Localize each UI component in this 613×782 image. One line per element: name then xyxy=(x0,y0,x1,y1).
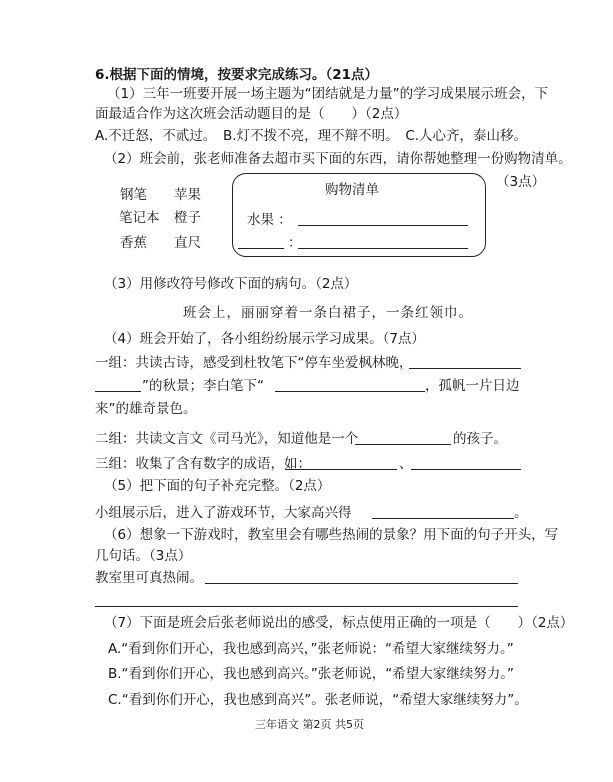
item-pen: 钢笔 xyxy=(120,187,147,203)
q6-5-stem: （5）把下面的句子补充完整。（2点） xyxy=(104,478,331,494)
group1-line2b: ，孤帆一片日边 xyxy=(425,378,520,394)
group1-line1: 一组：共读古诗，感受到杜牧笔下“停车坐爱枫林晚， xyxy=(95,355,413,371)
item-apple: 苹果 xyxy=(174,187,201,203)
group1-blank1[interactable] xyxy=(409,368,521,369)
group1-blank2[interactable] xyxy=(95,391,141,392)
q6-6-write-line1[interactable] xyxy=(205,583,518,584)
item-notebook: 笔记本 xyxy=(119,210,160,226)
q6-2-stem: （2）班会前，张老师准备去超市买下面的东西，请你帮她整理一份购物清单。 xyxy=(104,151,572,167)
q6-3-sentence: 班会上，丽丽穿着一条白裙子，一条红领巾。 xyxy=(183,305,473,321)
q6-6-stem-line2: 几句话。（3点） xyxy=(95,548,192,564)
q6-6-write-line2[interactable] xyxy=(95,606,518,607)
q6-6-stem-line1: （6）想象一下游戏时，教室里会有哪些热闹的景象？用下面的句子开头，写 xyxy=(104,527,559,543)
q6-5-sentence: 小组展示后，进入了游戏环节，大家高兴得 xyxy=(95,505,352,521)
group2-end: 的孩子。 xyxy=(453,431,507,447)
category-answer-line[interactable] xyxy=(238,248,284,249)
group3-blank1[interactable] xyxy=(285,469,397,470)
category-items-line[interactable] xyxy=(298,248,468,249)
q6-3-stem: （3）用修改符号修改下面的病句。（2点） xyxy=(104,276,358,292)
q6-4-stem: （4）班会开始了，各小组纷纷展示学习成果。（7点） xyxy=(104,331,425,347)
item-ruler: 直尺 xyxy=(174,235,201,251)
group3-text: 三组：收集了含有数字的成语，如： xyxy=(95,456,311,472)
group3-blank2[interactable] xyxy=(411,469,521,470)
q6-6-start: 教室里可真热闹。 xyxy=(95,570,203,586)
q6-7-option-a: A.“看到你们开心，我也感到高兴，”张老师说：“希望大家继续努力。” xyxy=(108,641,514,657)
page-footer: 三年语文 第2页 共5页 xyxy=(255,718,364,731)
fruit-label: 水果 ： xyxy=(247,212,292,228)
shopping-list-title: 购物清单 xyxy=(325,182,379,198)
group2-text: 二组：共读文言文《司马光》，知道他是一个 xyxy=(95,431,359,447)
question-6-title: 6.根据下面的情境，按要求完成练习。（21点） xyxy=(95,67,379,83)
group1-blank3[interactable] xyxy=(275,391,425,392)
q6-1-stem-line2: 面最适合作为这次班会活动题目的是（ ）（2点） xyxy=(95,106,408,122)
item-banana: 香蕉 xyxy=(120,235,147,251)
group3-separator: 、 xyxy=(399,456,413,472)
fruit-answer-line[interactable] xyxy=(298,225,468,226)
category-colon: ： xyxy=(288,235,302,251)
q6-1-stem-line1: （1）三年一班要开展一场主题为“团结就是力量”的学习成果展示班会，下 xyxy=(107,86,549,102)
q6-5-end: 。 xyxy=(514,505,528,521)
q6-2-points: （3点） xyxy=(496,174,546,190)
q6-7-option-c: C.“看到你们开心，我也感到高兴”。张老师说，“希望大家继续努力”。 xyxy=(108,692,528,708)
group1-line2a: ”的秋景；李白笔下“ xyxy=(142,378,264,394)
q6-7-option-b: B.“看到你们开心，我也感到高兴。”张老师说，“希望大家继续努力。” xyxy=(108,666,515,682)
group1-line3: 来”的雄奇景色。 xyxy=(95,401,197,417)
q6-7-stem: （7）下面是班会后张老师说出的感受，标点使用正确的一项是（ ）（2点） xyxy=(104,615,574,631)
group2-blank[interactable] xyxy=(355,444,451,445)
q6-5-blank[interactable] xyxy=(372,518,514,519)
item-orange: 橙子 xyxy=(174,210,201,226)
q6-1-options: A.不迁怒，不贰过。 B.灯不拨不亮，理不辩不明。 C.人心齐，泰山移。 xyxy=(95,128,528,144)
